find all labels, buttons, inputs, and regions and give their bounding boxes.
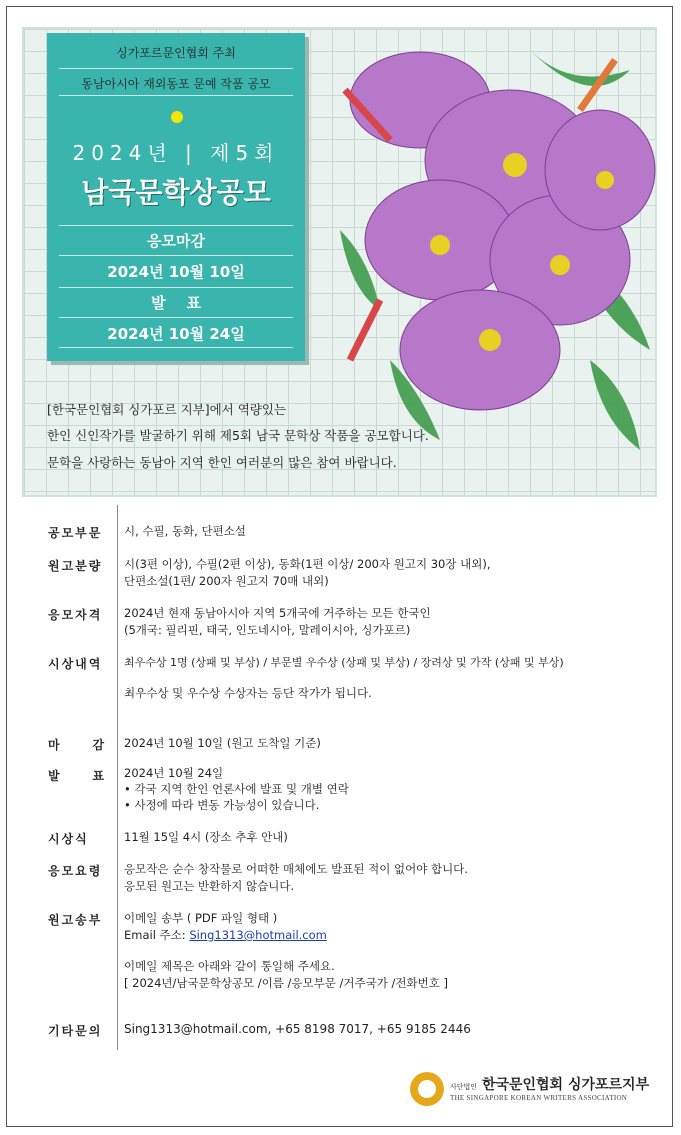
announce-date: 2024년 10월 24일 [107,325,245,343]
length-value-1: 시(3편 이상), 수필(2편 이상), 동화(1편 이상/ 200자 원고지 30장 내외), [124,557,491,571]
email-prefix: Email 주소: [124,928,190,942]
divider [59,255,293,256]
submit-value-2: 이메일 제목은 아래와 같이 통일해 주세요. [124,959,335,973]
award-label: 시상내역 [48,657,103,671]
award-value-1: 최우수상 1명 (상패 및 부상) / 부문별 우수상 (상패 및 부상) / 장려상 및 가작 (상패 및 부상) [124,656,564,669]
deadline-date: 2024년 10월 10일 [107,263,245,281]
announce-row-value-1: 2024년 10월 24일 [124,766,224,780]
submit-value-1: 이메일 송부 ( PDF 파일 형태 ) [124,911,278,925]
announce-label: 발 표 [151,294,201,312]
eligibility-value-2: (5개국: 필리핀, 태국, 인도네시아, 말레이시아, 싱가포르) [124,623,411,637]
category-label: 공모부문 [48,526,103,540]
subtitle-text: 동남아시아 재외동포 문예 작품 공모 [81,77,271,91]
intro-line: 문학을 사랑하는 동남아 지역 한인 여러분의 많은 참여 바랍니다. [47,455,397,470]
divider [59,287,293,288]
submit-value-3: [ 2024년/남국문학상공모 /이름 /응모부문 /거주국가 /전화번호 ] [124,976,448,990]
contact-label: 기타문의 [48,1024,103,1038]
yellow-dot-icon [171,111,183,123]
submit-email-line [124,927,327,944]
eligibility-label: 응모자격 [48,608,103,622]
org-logo [410,1070,660,1110]
rules-value-2: 응모된 원고는 반환하지 않습니다. [124,879,295,893]
rules-label: 응모요령 [48,864,103,878]
announce-row-value-2: • 각국 지역 한인 언론사에 발표 및 개별 연락 [124,782,349,796]
contest-title: 남국문학상공모 [81,176,271,209]
org-name-line [450,1074,649,1094]
eligibility-value-1: 2024년 현재 동남아시아 지역 5개국에 거주하는 모든 한국인 [124,606,431,620]
divider [59,317,293,318]
year-edition: 2024년 | 제5회 [72,141,280,165]
submit-label: 원고송부 [48,913,103,927]
host-text: 싱가포르문인협회 주최 [116,46,236,60]
intro-line: 한인 신인작가를 발굴하기 위해 제5회 남국 문학상 작품을 공모합니다. [47,428,429,443]
contact-value: Sing1313@hotmail.com, +65 8198 7017, +65 9185 2446 [124,1022,471,1036]
award-value-2: 최우수상 및 우수상 수상자는 등단 작가가 됩니다. [124,686,372,700]
divider [59,95,293,96]
flower-illustration [330,30,657,470]
ceremony-label: 시상식 [48,832,89,846]
deadline-label: 응모마감 [147,232,205,250]
divider [59,68,293,69]
org-name: 한국문인협회 싱가포르지부 [481,1077,650,1093]
seal-icon [410,1072,444,1106]
divider [59,347,293,348]
divider [59,225,293,226]
intro-line: [한국문인협회 싱가포르 지부]에서 역량있는 [47,402,287,417]
email-link[interactable]: Sing1313@hotmail.com [189,928,327,942]
deadline-row-value: 2024년 10월 10일 (원고 도착일 기준) [124,736,321,750]
category-value: 시, 수필, 동화, 단편소설 [124,524,246,538]
org-prefix: 사단법인 [450,1083,478,1091]
announce-row-label: 발 표 [48,769,107,783]
rules-value-1: 응모작은 순수 창작물로 어떠한 매체에도 발표된 적이 없어야 합니다. [124,862,468,876]
announce-row-value-3: • 사정에 따라 변동 가능성이 있습니다. [124,798,320,812]
org-english: THE SINGAPORE KOREAN WRITERS ASSOCIATION [450,1094,628,1102]
length-value-2: 단편소설(1편/ 200자 원고지 70매 내외) [124,574,329,588]
length-label: 원고분량 [48,559,103,573]
label-divider [117,505,118,1050]
ceremony-value: 11월 15일 4시 (장소 추후 안내) [124,830,288,844]
title-panel [47,33,305,361]
deadline-row-label: 마 감 [48,738,107,752]
